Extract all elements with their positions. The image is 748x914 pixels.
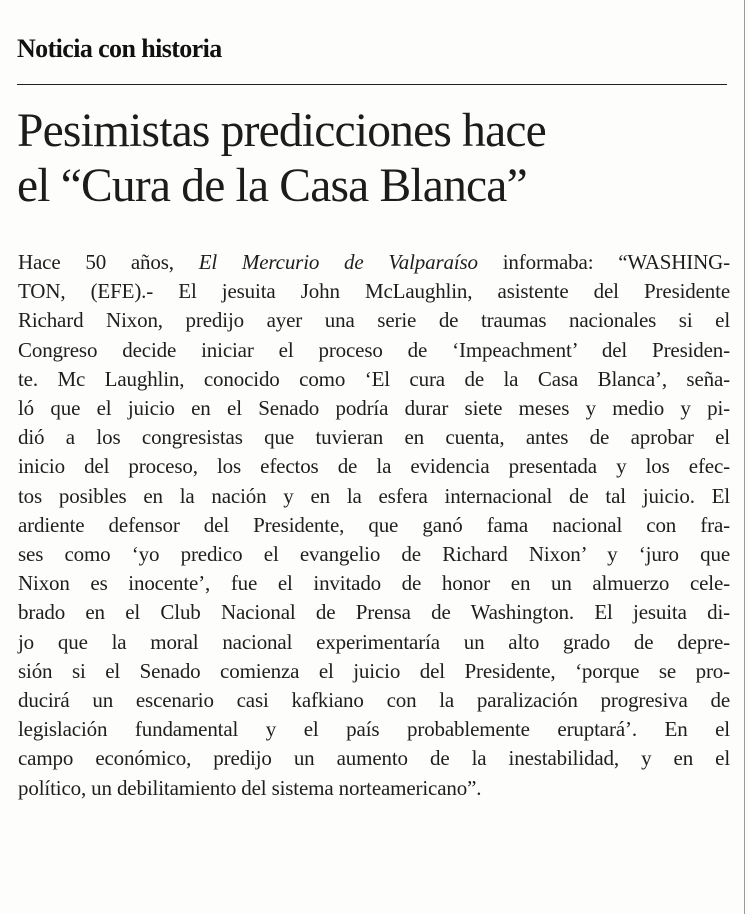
body-text-run: Hace 50 años, <box>18 250 199 274</box>
body-line: TON, (EFE).- El jesuita John McLaughlin, asistente del Presidente <box>18 279 730 304</box>
headline <box>17 104 732 214</box>
article-body <box>18 248 730 803</box>
body-line: ducirá un escenario casi kafkiano con la paralización progresiva de <box>18 688 730 713</box>
body-line: legislación fundamental y el país probablemente eruptará’. En el <box>18 717 730 742</box>
body-line: inicio del proceso, los efectos de la evidencia presentada y los efec- <box>18 454 730 479</box>
body-line: brado en el Club Nacional de Prensa de Washington. El jesuita di- <box>18 600 730 625</box>
body-line: dió a los congresistas que tuvieran en cuenta, antes de aprobar el <box>18 425 730 450</box>
body-line: político, un debilitamiento del sistema norteamericano”. <box>18 775 482 800</box>
column-border <box>744 0 745 914</box>
body-line: jo que la moral nacional experimentaría un alto grado de depre- <box>18 629 730 654</box>
newspaper-name: El Mercurio de Valparaíso <box>198 250 478 274</box>
headline-line: Pesimistas predicciones hace <box>17 105 546 157</box>
body-line: sión si el Senado comienza el juicio del Presidente, ‘porque se pro- <box>18 658 730 683</box>
body-line <box>18 248 730 277</box>
body-line: ló que el juicio en el Senado podría durar siete meses y medio y pi- <box>18 396 730 421</box>
headline-line: el “Cura de la Casa Blanca” <box>17 160 527 212</box>
body-line: Richard Nixon, predijo ayer una serie de traumas nacionales si el <box>18 308 730 333</box>
section-label: Noticia con historia <box>17 34 222 63</box>
body-line: ses como ‘yo predico el evangelio de Richard Nixon’ y ‘juro que <box>18 542 730 567</box>
body-line: Congreso decide iniciar el proceso de ‘Impeachment’ del Presiden- <box>18 337 730 362</box>
section-divider <box>17 84 727 85</box>
body-line: ardiente defensor del Presidente, que ganó fama nacional con fra- <box>18 512 730 537</box>
body-line: tos posibles en la nación y en la esfera internacional de tal juicio. El <box>18 483 730 508</box>
body-text-run: informaba: “WASHING- <box>477 250 730 274</box>
body-line: te. Mc Laughlin, conocido como ‘El cura de la Casa Blanca’, seña- <box>18 366 730 391</box>
body-line: campo económico, predijo un aumento de la inestabilidad, y en el <box>18 746 730 771</box>
body-line: Nixon es inocente’, fue el invitado de honor en un almuerzo cele- <box>18 571 730 596</box>
